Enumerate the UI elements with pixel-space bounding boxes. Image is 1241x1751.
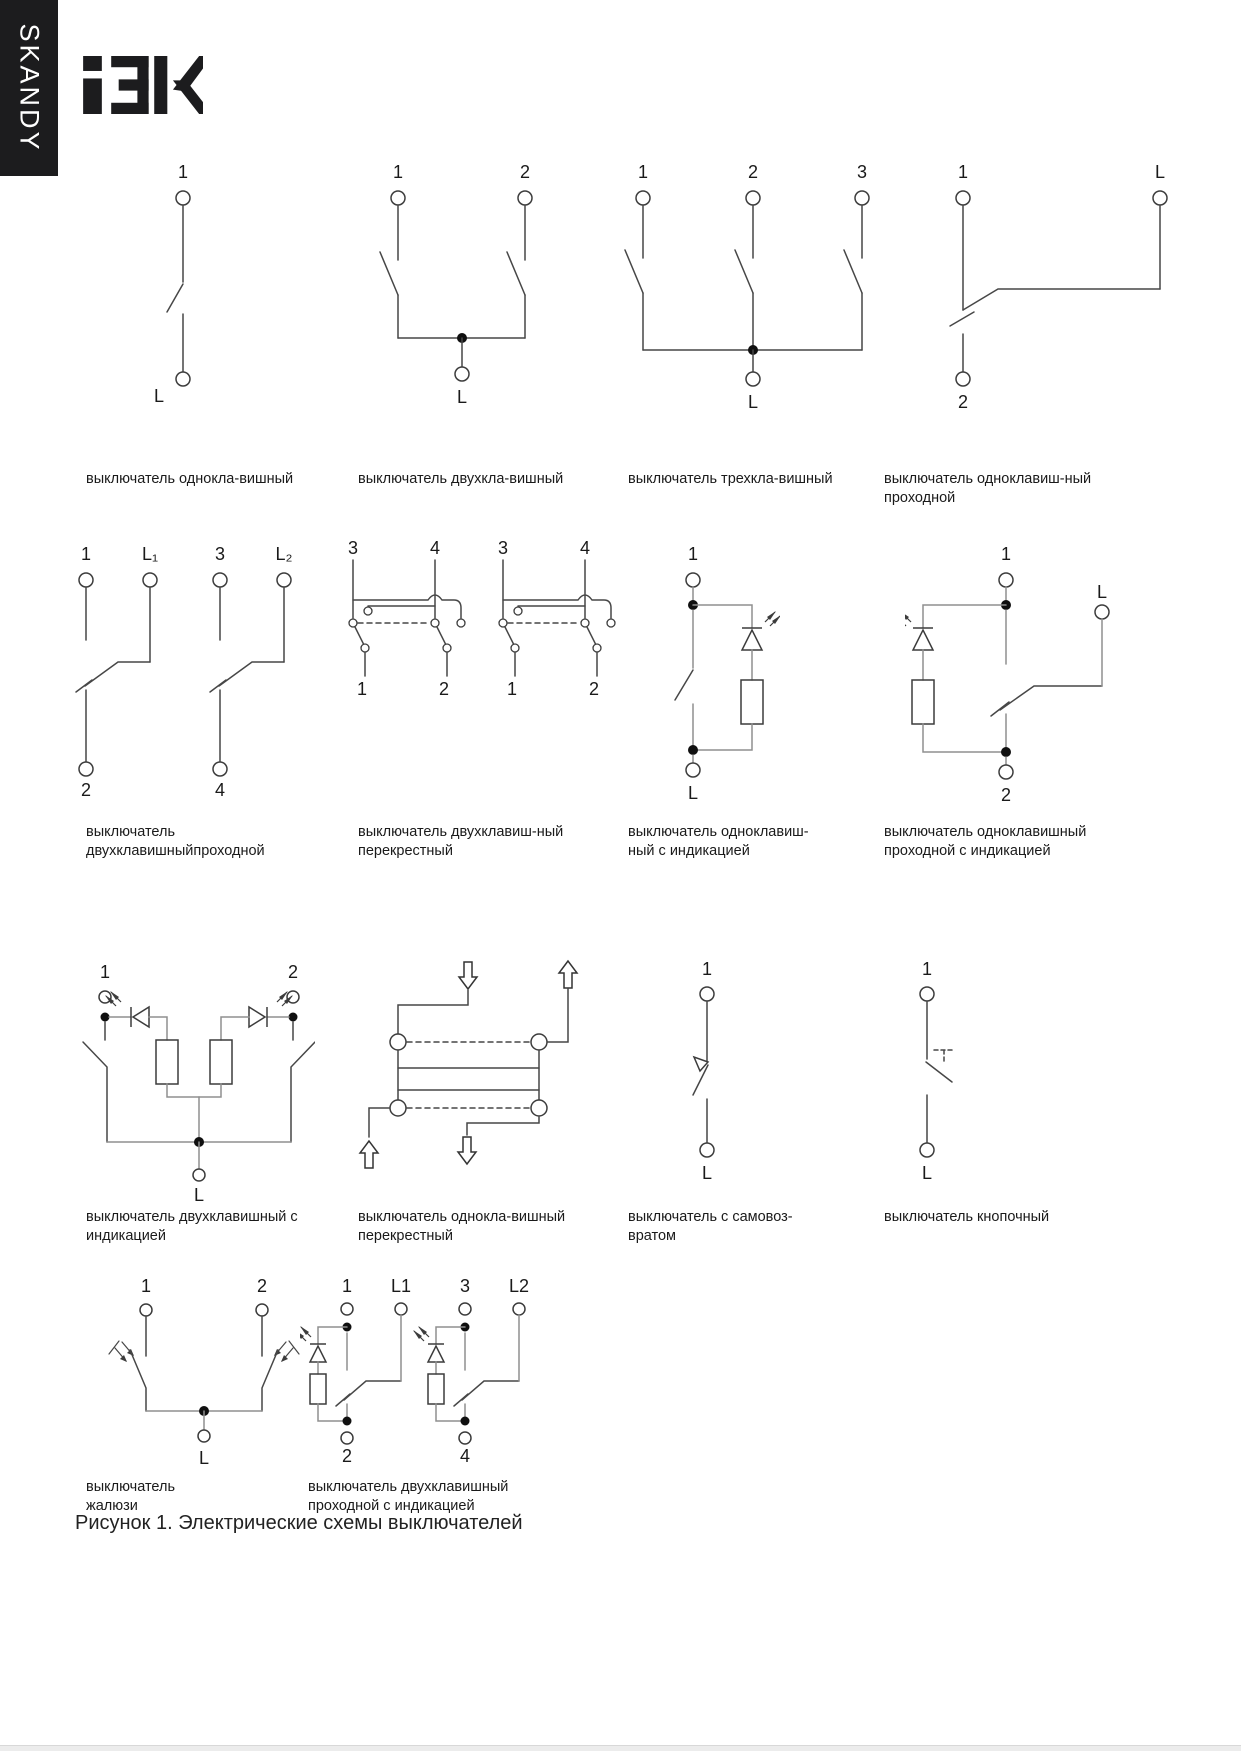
diagram-two-key-crossover-switch [330, 538, 640, 713]
caption-one-key-switch: выключатель однокла-вишный [86, 471, 294, 487]
switch-blade [130, 1350, 146, 1411]
junction-dot [101, 1013, 110, 1022]
push-actuator-icon [934, 1050, 954, 1064]
terminal-circle [746, 372, 760, 386]
terminal-label: L2 [508, 1278, 530, 1296]
terminal-circle [176, 372, 190, 386]
contact-circle [390, 1034, 406, 1050]
caption-push-button-switch: выключатель кнопочный [884, 1209, 1050, 1225]
terminal-circle [140, 1304, 152, 1316]
terminal-circle [143, 573, 157, 587]
terminal-circle [79, 573, 93, 587]
terminal-label: 4 [459, 1446, 471, 1466]
contact-circle [390, 1100, 406, 1116]
terminal-circle [277, 573, 291, 587]
caption-one-key-pass-through-switch: выключатель одноклавиш-ный проходной [884, 471, 1092, 506]
emission-arrows-icon [765, 611, 780, 626]
terminal-label: 4 [429, 538, 441, 558]
terminal-circle [999, 573, 1013, 587]
direction-arrow-up-icon [559, 961, 577, 988]
terminal-label: 3 [214, 544, 226, 564]
diagram-two-key-pass-through-indicator-switch [300, 1278, 560, 1483]
terminal-label: L [193, 1185, 205, 1205]
terminal-label: 1 [99, 962, 111, 982]
diagram-two-key-pass-through-switch [70, 540, 320, 815]
terminal-label: 1 [392, 162, 404, 182]
diagram-blinds-switch [95, 1278, 320, 1483]
junction-dot [1001, 747, 1011, 757]
page-bottom-edge [0, 1745, 1241, 1751]
terminal-label: L [747, 392, 759, 412]
caption-self-return-switch: выключатель с самовоз- вратом [628, 1209, 793, 1244]
caption-two-key-pass-through-indicator-switch: выключатель двухклавишный проходной с индикацией [308, 1479, 509, 1514]
terminal-label: 4 [214, 780, 226, 800]
terminal-circle [213, 573, 227, 587]
switch-blade [963, 289, 1160, 310]
terminal-circle [746, 191, 760, 205]
terminal-circle [198, 1430, 210, 1442]
switch-blade [262, 1350, 278, 1411]
terminal-label: 1 [957, 162, 969, 182]
caption-two-key-switch: выключатель двухкла-вишный [358, 471, 564, 487]
terminal-circle [636, 191, 650, 205]
series-label: SKANDY [14, 23, 45, 153]
terminal-circle [999, 765, 1013, 779]
terminal-label: 2 [80, 780, 92, 800]
switch-blade [83, 1042, 107, 1142]
terminal-circle [686, 573, 700, 587]
brand-logo-icon [83, 56, 203, 119]
terminal-label: L [1154, 162, 1166, 182]
diagram-one-key-indicator-switch [615, 540, 780, 815]
terminal-label: 1 [637, 162, 649, 182]
terminal-circle [193, 1169, 205, 1181]
terminal-label: 3 [459, 1278, 471, 1296]
terminal-label: 1 [356, 679, 368, 699]
terminal-label: 1 [1000, 544, 1012, 564]
logo-e [111, 56, 148, 114]
crossover-unit [499, 560, 615, 676]
terminal-label: 3 [497, 538, 509, 558]
direction-arrow-down-icon [458, 1137, 476, 1164]
switch-blade [219, 662, 284, 686]
terminal-circle [700, 1143, 714, 1157]
caption-two-key-indicator-switch: выключатель двухклавишный с индикацией [86, 1209, 298, 1244]
logo-i-stem [83, 78, 102, 114]
switch-blade [167, 284, 183, 312]
terminal-label: 3 [856, 162, 868, 182]
throw-mark [210, 680, 226, 692]
brand-banner [0, 0, 58, 176]
terminal-circle [686, 763, 700, 777]
terminal-label: 1 [687, 544, 699, 564]
resistor [156, 1040, 178, 1084]
throw-mark [950, 312, 974, 326]
resistor [912, 680, 934, 724]
terminal-label: 2 [256, 1278, 268, 1296]
terminal-circle [256, 1304, 268, 1316]
terminal-label: 2 [957, 392, 969, 412]
diagram-one-key-pass-through-indicator-switch [905, 540, 1140, 830]
terminal-circle [1095, 605, 1109, 619]
caption-one-key-pass-through-indicator-switch: выключатель одноклавишный проходной с индикацией [884, 824, 1087, 859]
indicator-two-way-unit [300, 1303, 407, 1444]
terminal-label: L [921, 1163, 933, 1183]
diagram-two-key-switch [370, 162, 560, 427]
switch-blade [1000, 686, 1102, 710]
led-icon [913, 628, 933, 650]
terminal-label: L [1096, 582, 1108, 602]
terminal-circle [920, 987, 934, 1001]
switch-blade [675, 670, 693, 700]
junction-dot [688, 745, 698, 755]
terminal-label: L [701, 1163, 713, 1183]
terminal-label: 1 [341, 1278, 353, 1296]
diagram-one-key-switch [145, 162, 235, 417]
terminal-label: 1 [701, 959, 713, 979]
terminal-label: 1 [80, 544, 92, 564]
terminal-label: L₂ [275, 544, 293, 564]
terminal-label: L₁ [141, 544, 159, 564]
caption-one-key-indicator-switch: выключатель одноклавиш- ный с индикацией [628, 824, 809, 859]
caption-one-key-crossover-switch: выключатель однокла-вишный перекрестный [358, 1209, 566, 1244]
terminal-label: 2 [438, 679, 450, 699]
caption-two-key-pass-through-switch: выключатель двухклавишныйпроходной [86, 824, 265, 859]
terminal-label: 1 [177, 162, 189, 182]
terminal-label: 2 [519, 162, 531, 182]
switch-blade [291, 1042, 315, 1142]
terminal-label: L [456, 387, 468, 407]
diagram-two-key-indicator-switch [75, 960, 315, 1210]
diagram-three-key-switch [623, 162, 883, 422]
caption-three-key-switch: выключатель трехкла-вишный [628, 471, 833, 487]
terminal-label: 4 [579, 538, 591, 558]
switch-blade [625, 250, 643, 293]
throw-mark [76, 680, 92, 692]
terminal-circle [213, 762, 227, 776]
diagram-one-key-pass-through-switch [930, 162, 1210, 427]
contact-circle [531, 1034, 547, 1050]
terminal-label: L [687, 783, 699, 803]
diagram-push-button-switch [850, 955, 1010, 1195]
terminal-label: L [198, 1448, 210, 1468]
switch-blade [380, 252, 398, 295]
led-icon [249, 1007, 267, 1027]
terminal-circle [1153, 191, 1167, 205]
terminal-circle [455, 367, 469, 381]
logo-i-dot [83, 56, 102, 71]
switch-blade [735, 250, 753, 293]
terminal-label: 2 [588, 679, 600, 699]
terminal-label: 2 [747, 162, 759, 182]
terminal-circle [855, 191, 869, 205]
led-icon [131, 1007, 149, 1027]
terminal-circle [700, 987, 714, 1001]
caption-blinds-switch: выключатель жалюзи [86, 1479, 176, 1514]
terminal-label: 1 [921, 959, 933, 979]
terminal-label: 1 [140, 1278, 152, 1296]
resistor [741, 680, 763, 724]
junction-dot [289, 1013, 298, 1022]
terminal-label: L1 [390, 1278, 412, 1296]
terminal-label: 2 [341, 1446, 353, 1466]
terminal-label: 1 [506, 679, 518, 699]
switch-blade [85, 662, 150, 686]
terminal-label: 2 [287, 962, 299, 982]
terminal-circle [956, 191, 970, 205]
diagram-self-return-switch [630, 955, 790, 1195]
terminal-label: 2 [1000, 785, 1012, 805]
terminal-label: 3 [347, 538, 359, 558]
switch-blade [844, 250, 862, 293]
crossover-unit [349, 560, 465, 676]
figure-caption: Рисунок 1. Электрические схемы выключателей [75, 1512, 523, 1534]
terminal-circle [79, 762, 93, 776]
terminal-circle [956, 372, 970, 386]
terminal-label: L [153, 386, 165, 406]
contact-circle [531, 1100, 547, 1116]
diagram-one-key-crossover-switch [340, 945, 595, 1190]
logo-k [154, 56, 203, 114]
emission-arrows-icon [905, 611, 911, 626]
caption-two-key-crossover-switch: выключатель двухклавиш-ный перекрестный [358, 824, 564, 859]
terminal-circle [176, 191, 190, 205]
terminal-circle [391, 191, 405, 205]
direction-arrow-down-icon [459, 962, 477, 989]
resistor [210, 1040, 232, 1084]
switch-blade [926, 1062, 952, 1082]
led-icon [742, 628, 762, 650]
terminal-circle [920, 1143, 934, 1157]
terminal-circle [518, 191, 532, 205]
indicator-two-way-unit [413, 1303, 525, 1444]
direction-arrow-up-icon [360, 1141, 378, 1168]
switch-blade [507, 252, 525, 295]
